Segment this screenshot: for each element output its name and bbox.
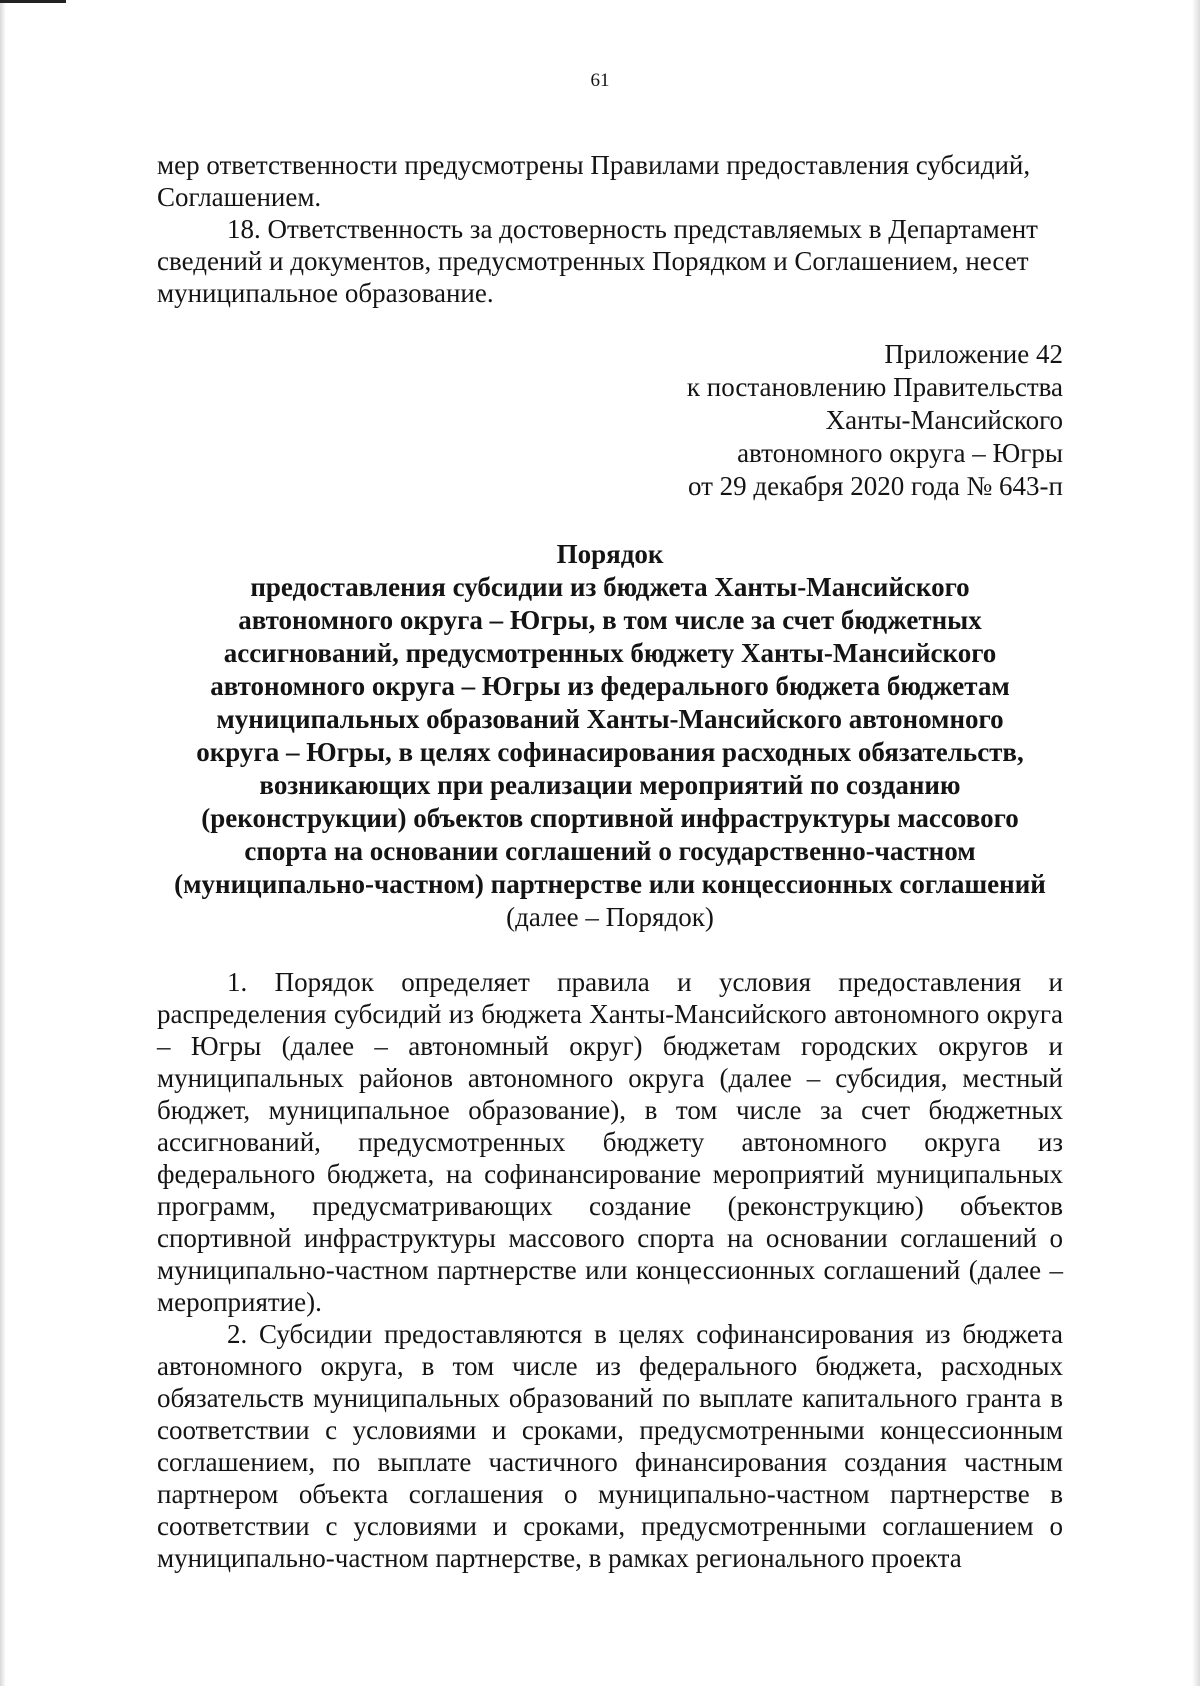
- title-line: (муниципально-частном) партнерстве или концессионных соглашений: [174, 869, 1046, 899]
- document-title: [140, 538, 1080, 934]
- title-line: автономного округа – Югры из федерального бюджета бюджетам: [210, 671, 1010, 701]
- title-line: автономного округа – Югры, в том числе за счет бюджетных: [238, 605, 982, 635]
- title-heading: Порядок: [556, 539, 664, 569]
- scan-mark: [0, 0, 66, 3]
- appendix-line: Ханты-Мансийского: [825, 405, 1063, 435]
- scan-edge-left: [0, 0, 6, 1686]
- top-text-block: [157, 149, 1063, 309]
- title-line: (реконструкции) объектов спортивной инфраструктуры массового: [201, 803, 1019, 833]
- appendix-reference: [687, 338, 1063, 503]
- title-line: предоставления субсидии из бюджета Ханты-Мансийского: [250, 572, 970, 602]
- scan-edge-right: [1192, 0, 1200, 1686]
- appendix-line: Приложение 42: [884, 339, 1063, 369]
- paragraph-2: 2. Субсидии предоставляются в целях софинансирования из бюджета автономного округа, в том числе из федерального бюджета, расходных обязательств муниципальных образований по выплате капитального гранта в соответствии с условиями и сроками, предусмотренными концессионным соглашением, по выплате частичного финансирования создания частным партнером объекта соглашения о муниципально-частном партнерстве в соответствии с условиями и сроками, предусмотренными соглашением о муниципально-частном партнерстве, в рамках регионального проекта: [157, 1319, 1063, 1573]
- paragraph-18: 18. Ответственность за достоверность представляемых в Департамент сведений и документов, предусмотренных Порядком и Соглашением, несет муниципальное образование.: [157, 214, 1038, 308]
- paragraph-continuation: мер ответственности предусмотрены Правилами предоставления субсидий, Соглашением.: [157, 150, 1031, 212]
- main-text-block: [157, 966, 1063, 1574]
- appendix-line: автономного округа – Югры: [737, 438, 1063, 468]
- appendix-line: от 29 декабря 2020 года № 643-п: [687, 471, 1063, 501]
- appendix-line: к постановлению Правительства: [686, 372, 1063, 402]
- title-line: возникающих при реализации мероприятий по созданию: [259, 770, 961, 800]
- title-line: округа – Югры, в целях софинасирования расходных обязательств,: [196, 737, 1024, 767]
- title-line: ассигнований, предусмотренных бюджету Ханты-Мансийского: [223, 638, 997, 668]
- paragraph-1: 1. Порядок определяет правила и условия предоставления и распределения субсидий из бюджета Ханты-Мансийского автономного округа – Югры (далее – автономный округ) бюджетам городских округов и муниципальных районов автономного округа (далее – субсидия, местный бюджет, муниципальное образование), в том числе за счет бюджетных ассигнований, предусмотренных бюджету автономного округа из федерального бюджета, на софинансирование мероприятий муниципальных программ, предусматривающих создание (реконструкцию) объектов спортивной инфраструктуры массового спорта на основании соглашений о муниципально-частном партнерстве или концессионных соглашений (далее – мероприятие).: [157, 967, 1063, 1317]
- page-number: 61: [590, 70, 610, 91]
- title-line: муниципальных образований Ханты-Мансийского автономного: [216, 704, 1004, 734]
- title-line: спорта на основании соглашений о государственно-частном: [244, 836, 976, 866]
- title-note: (далее – Порядок): [506, 902, 714, 932]
